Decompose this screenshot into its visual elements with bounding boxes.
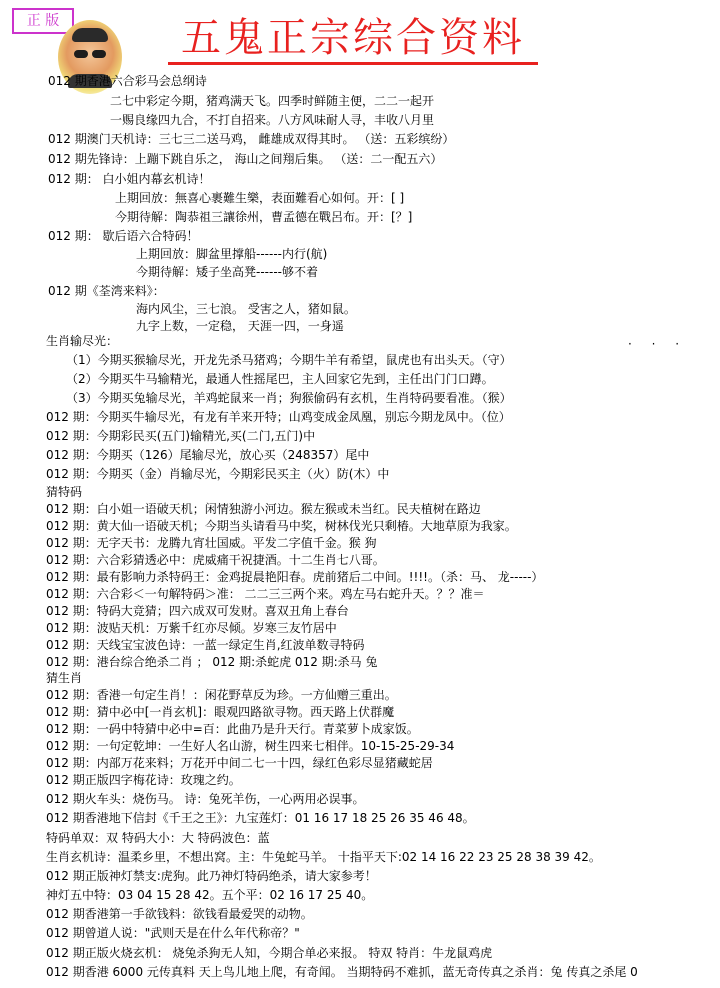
text-line: 012 期《荃湾来料》： bbox=[48, 284, 165, 298]
text-line: 二七中彩定今期，猪鸡满天飞。四季时鲜随主便，二二一起开 bbox=[110, 94, 435, 108]
genuine-badge: 正 版 bbox=[12, 8, 74, 34]
text-line: 猜生肖 bbox=[46, 671, 83, 685]
text-line: 上期回放：無喜心裹難生樂，表面難看心如何。开：[ ] bbox=[115, 191, 405, 205]
text-line: 012 期：港台综合绝杀二肖 ； 012 期:杀蛇虎 012 期:杀马 兔 bbox=[46, 655, 378, 669]
text-line: 神灯五中特：03 04 15 28 42。五个平：02 16 17 25 40。 bbox=[46, 888, 374, 902]
text-line: 012 期：无字天书：龙腾九宵壮国威。平发二字值千金。猴 狗 bbox=[46, 536, 377, 550]
text-line: 012 期火车头：烧伤马。 诗：兔死羊伤，一心两用必误事。 bbox=[46, 792, 365, 806]
text-line: 海内风尘，三七浪。 受害之人，猪如鼠。 bbox=[136, 302, 356, 316]
text-line: 012 期香港六合彩马会总纲诗 bbox=[48, 74, 207, 88]
text-line: 012 期：六合彩猜透必中：虎威痛干祝捷酒。十二生肖七八哥。 bbox=[46, 553, 385, 567]
text-line: 012 期： 白小姐内幕玄机诗！ bbox=[48, 172, 211, 186]
text-line: 012 期：黄大仙一语破天机；今期当头请看马中奖，树林伐光只剩椿。大地草原为我家。 bbox=[46, 519, 517, 533]
text-line: 012 期曾道人说："武则天是在什么年代称帝？" bbox=[46, 926, 300, 940]
text-line: 012 期正版四字梅花诗：玫瑰之约。 bbox=[46, 773, 241, 787]
text-line: 012 期：天线宝宝波色诗：一蓝一绿定生肖,红波单数寻特码 bbox=[46, 638, 365, 652]
text-line: 生肖输尽光： bbox=[46, 334, 119, 348]
text-line: （2）今期买牛马输精光，最通人性摇尾巴，主人回家它先到，主任出门门口蹲。 bbox=[66, 372, 494, 386]
text-line: 一赐良缘四九合，不打自招来。八方风味耐人寻，丰收八月里 bbox=[110, 113, 435, 127]
text-line: 012 期：猜中必中[一肖玄机]：眼观四路欲寻物。西天路上伏群魔 bbox=[46, 705, 395, 719]
text-line: 今期待解：矮子坐高凳------够不着 bbox=[136, 265, 318, 279]
text-line: 012 期：今期买牛输尽光，有龙有羊来开特；山鸡变成金凤凰，别忘今期龙凤中。（位） bbox=[46, 410, 511, 424]
text-line: 012 期：一码中特猜中必中=百：此曲乃是升天行。青菜萝卜成家饭。 bbox=[46, 722, 419, 736]
text-line: 生肖玄机诗：温柔乡里，不想出窝。主：牛兔蛇马羊。 十指平天下:02 14 16 22 23 25 28 38 39 42。 bbox=[46, 850, 601, 864]
text-line: 012 期正版神灯禁支:虎狗。此乃神灯特码绝杀，请大家参考！ bbox=[46, 869, 377, 883]
page-title: 五鬼正宗综合资料 bbox=[181, 15, 525, 61]
text-line: 012 期先锋诗：上蹦下跳自乐之， 海山之间翔后集。 （送：二一配五六） bbox=[48, 152, 443, 166]
text-line: 012 期： 歇后语六合特码！ bbox=[48, 229, 199, 243]
text-line: 012 期：今期买（金）肖输尽光，今期彩民买主（火）防(木）中 bbox=[46, 467, 390, 481]
text-line: 012 期：香港一句定生肖！：闲花野草反为珍。一方仙赠三重出。 bbox=[46, 688, 397, 702]
text-line: 特码单双：双 特码大小：大 特码波色：蓝 bbox=[46, 831, 270, 845]
text-line: 012 期：今期彩民买(五门)输精光,买(二门,五门)中 bbox=[46, 429, 316, 443]
text-line: 猜特码 bbox=[46, 485, 83, 499]
text-line: 012 期：特码大竞猜；四六成双可发财。喜双丑角上春台 bbox=[46, 604, 349, 618]
text-line: 012 期：今期买（126）尾输尽光，放心买（248357）尾中 bbox=[46, 448, 370, 462]
text-line: （1）今期买猴输尽光，开龙先杀马猪鸡；今期牛羊有希望，鼠虎也有出头天。（守） bbox=[66, 353, 512, 367]
decorative-dots: · · · bbox=[628, 337, 688, 351]
text-line: 012 期：六合彩＜一句解特码＞准： 二二三三两个来。鸡左马右蛇升天。？？准＝ bbox=[46, 587, 485, 601]
text-line: 012 期香港第一手欲钱料：欲钱看最爱哭的动物。 bbox=[46, 907, 313, 921]
text-line: 012 期香港地下信封《千王之王》：九宝莲灯：01 16 17 18 25 26 35 46 48。 bbox=[46, 811, 475, 825]
text-line: 012 期：最有影响力杀特码王：金鸡捉晨艳阳春。虎前猪后二中间。!!!!。（杀：马、 龙-----） bbox=[46, 570, 544, 584]
title-underline bbox=[168, 62, 538, 65]
text-line: 012 期：波贴天机：万紫千红亦尽倾。岁寒三友竹居中 bbox=[46, 621, 337, 635]
text-line: 012 期正版火烧玄机： 烧兔杀狗无人知，今期合单必来报。 特双 特肖：牛龙鼠鸡虎 bbox=[46, 946, 493, 960]
text-line: 012 期澳门天机诗：三七三二送马鸡， 雌雄成双得其时。 （送：五彩缤纷） bbox=[48, 132, 455, 146]
text-line: 012 期：白小姐一语破天机；闲情独游小河边。猴左猴或未当红。民夫植树在路边 bbox=[46, 502, 481, 516]
text-line: 九字上数，一定稳， 天涯一四，一身遥 bbox=[136, 319, 344, 333]
text-line: （3）今期买兔输尽光，羊鸡蛇鼠来一肖；狗猴偷码有玄机，生肖特码要看准。（猴） bbox=[66, 391, 512, 405]
text-line: 上期回放：脚盆里撑船------内行(航) bbox=[136, 247, 328, 261]
text-line: 今期待解：陶恭祖三讓徐州，曹孟德在戰呂布。开：[？] bbox=[115, 210, 413, 224]
text-line: 012 期：一句定乾坤：一生好人名山游，树生四来七相伴。10-15-25-29-34 bbox=[46, 739, 455, 753]
text-line: 012 期香港 6000 元传真料 天上鸟儿地上爬，有奇闻。 当期特码不难抓，蓝无奇传真之杀肖：兔 传真之杀尾 0 bbox=[46, 965, 638, 979]
text-line: 012 期：内部万花来料；万花开中间二七一十四，绿红色彩尽显猪藏蛇居 bbox=[46, 756, 433, 770]
